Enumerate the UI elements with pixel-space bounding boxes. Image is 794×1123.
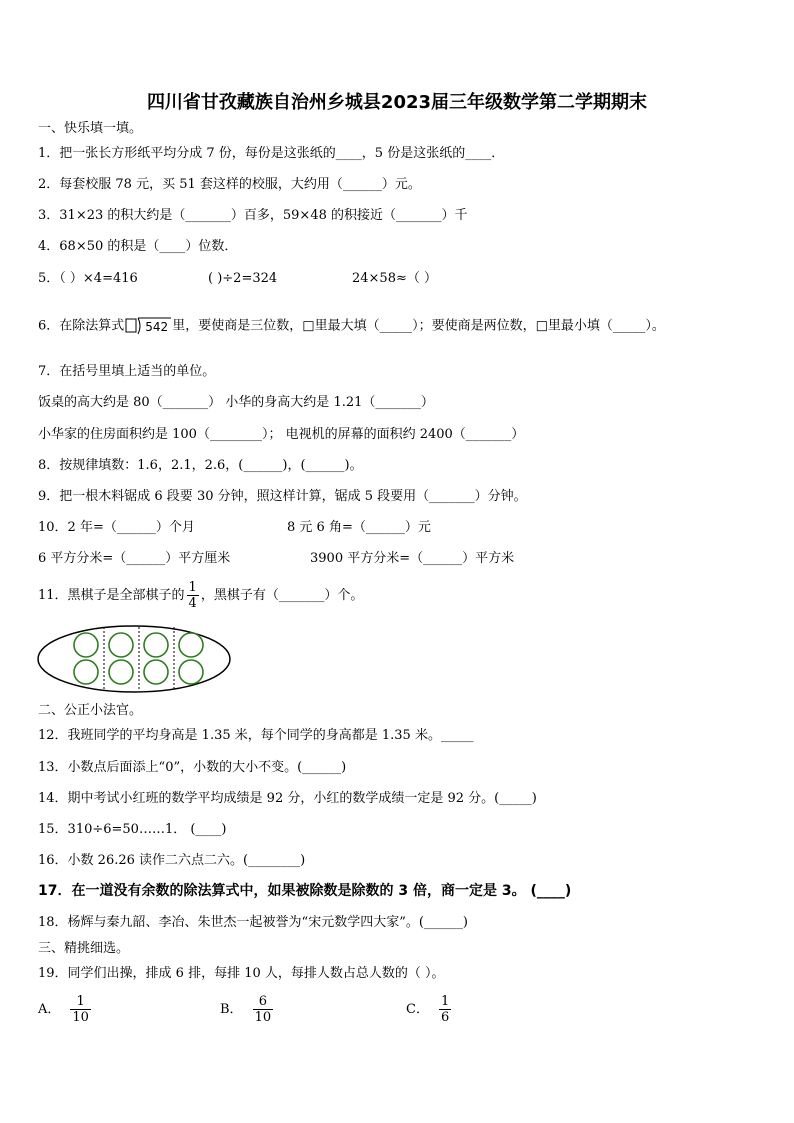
page-title: 四川省甘孜藏族自治州乡城县2023届三年级数学第二学期期末 (146, 92, 648, 113)
section-1-heading: 一、快乐填一填。 (38, 121, 143, 136)
option-b-fraction (253, 994, 274, 1025)
question-14: 14．期中考试小红班的数学平均成绩是 92 分，小红的数学成绩一定是 92 分。(_____) (38, 791, 537, 806)
question-5c: 24×58≈（ ） (352, 271, 438, 286)
chess-piece-circle (144, 660, 168, 684)
chess-piece-circle (109, 660, 133, 684)
fraction-denominator: 10 (254, 1010, 272, 1025)
chess-piece-circle (179, 660, 203, 684)
chess-piece-circle (74, 660, 98, 684)
option-a-fraction (70, 994, 91, 1025)
fraction-numerator: 6 (253, 994, 274, 1010)
question-7a: 饭桌的高大约是 80（_______） 小华的身高大约是 1.21（_______） (38, 395, 434, 410)
question-5a: 5．（ ）×4=416 (38, 271, 138, 286)
question-6 (38, 316, 665, 336)
question-12: 12．我班同学的平均身高是 1.35 米，每个同学的身高都是 1.35 米。_____ (38, 728, 474, 743)
chess-piece-circle (144, 633, 168, 657)
division-dividend: 542 (145, 320, 169, 334)
section-3-heading: 三、精挑细选。 (38, 941, 130, 956)
option-a[interactable] (38, 994, 93, 1025)
option-b[interactable] (220, 994, 275, 1025)
section-2-heading: 二、公正小法官。 (38, 703, 143, 718)
question-10a: 10．2 年=（______）个月 (38, 520, 195, 535)
question-1: 1．把一张长方形纸平均分成 7 份，每份是这张纸的____，5 份是这张纸的____． (38, 146, 505, 161)
question-18: 18．杨辉与秦九韶、李冶、朱世杰一起被誉为“宋元数学四大家”。(______) (38, 915, 468, 930)
long-division-symbol (124, 316, 172, 336)
chess-pieces-figure (36, 623, 236, 695)
question-17: 17．在一道没有余数的除法算式中，如果被除数是除数的 3 倍，商一定是 3。 (____) (38, 883, 572, 899)
question-5b: ( )÷2=324 (208, 271, 278, 286)
fraction-denominator: 6 (440, 1010, 450, 1025)
option-c-fraction (439, 994, 451, 1025)
question-11-prefix: 11．黑棋子是全部棋子的 (38, 588, 185, 603)
question-2: 2．每套校服 78 元，买 51 套这样的校服，大约用（______）元。 (38, 177, 421, 192)
chess-piece-circle (74, 633, 98, 657)
question-16: 16．小数 26.26 读作二六点二六。(________) (38, 853, 306, 868)
option-c[interactable] (406, 994, 453, 1025)
option-c-label: C． (406, 1002, 429, 1017)
fraction-numerator: 1 (440, 994, 450, 1009)
oval-outline (38, 626, 230, 692)
question-11-suffix: ，黑棋子有（_______）个。 (200, 588, 364, 603)
fraction-one-quarter (187, 580, 199, 611)
chess-piece-circle (109, 633, 133, 657)
question-10b: 8 元 6 角=（______）元 (287, 520, 431, 535)
fraction-numerator: 1 (70, 994, 91, 1010)
question-11 (38, 579, 363, 613)
question-9: 9．把一根木料锯成 6 段要 30 分钟，照这样计算，锯成 5 段要用（_______）分钟。 (38, 489, 527, 504)
question-13: 13．小数点后面添上“0”，小数的大小不变。(______) (38, 760, 347, 775)
fraction-numerator: 1 (188, 580, 197, 595)
question-4: 4．68×50 的积是（____）位数． (38, 239, 238, 254)
question-6-suffix: 里，要使商是三位数，□里最大填（_____）；要使商是两位数，□里最小填（_____）。 (172, 318, 665, 334)
question-10c: 6 平方分米=（______）平方厘米 (38, 551, 231, 566)
question-15: 15．310÷6=50……1． (____) (38, 822, 227, 837)
question-6-prefix: 6．在除法算式 (38, 318, 125, 334)
chess-piece-circle (179, 633, 203, 657)
option-a-label: A． (38, 1002, 61, 1017)
fraction-denominator: 4 (188, 596, 197, 611)
question-8: 8．按规律填数：1.6，2.1，2.6，(______)，(______)。 (38, 458, 363, 473)
question-7: 7．在括号里填上适当的单位。 (38, 364, 216, 379)
question-10d: 3900 平方分米=（______）平方米 (310, 551, 515, 566)
question-19: 19．同学们出操，排成 6 排，每排 10 人，每排人数占总人数的（ ）。 (38, 966, 445, 981)
fraction-denominator: 10 (72, 1010, 89, 1025)
option-b-label: B． (220, 1002, 243, 1017)
question-3: 3．31×23 的积大约是（_______）百多，59×48 的积接近（_______）千 (38, 208, 468, 223)
question-7b: 小华家的住房面积约是 100（________）； 电视机的屏幕的面积约 2400（_______） (38, 427, 525, 442)
